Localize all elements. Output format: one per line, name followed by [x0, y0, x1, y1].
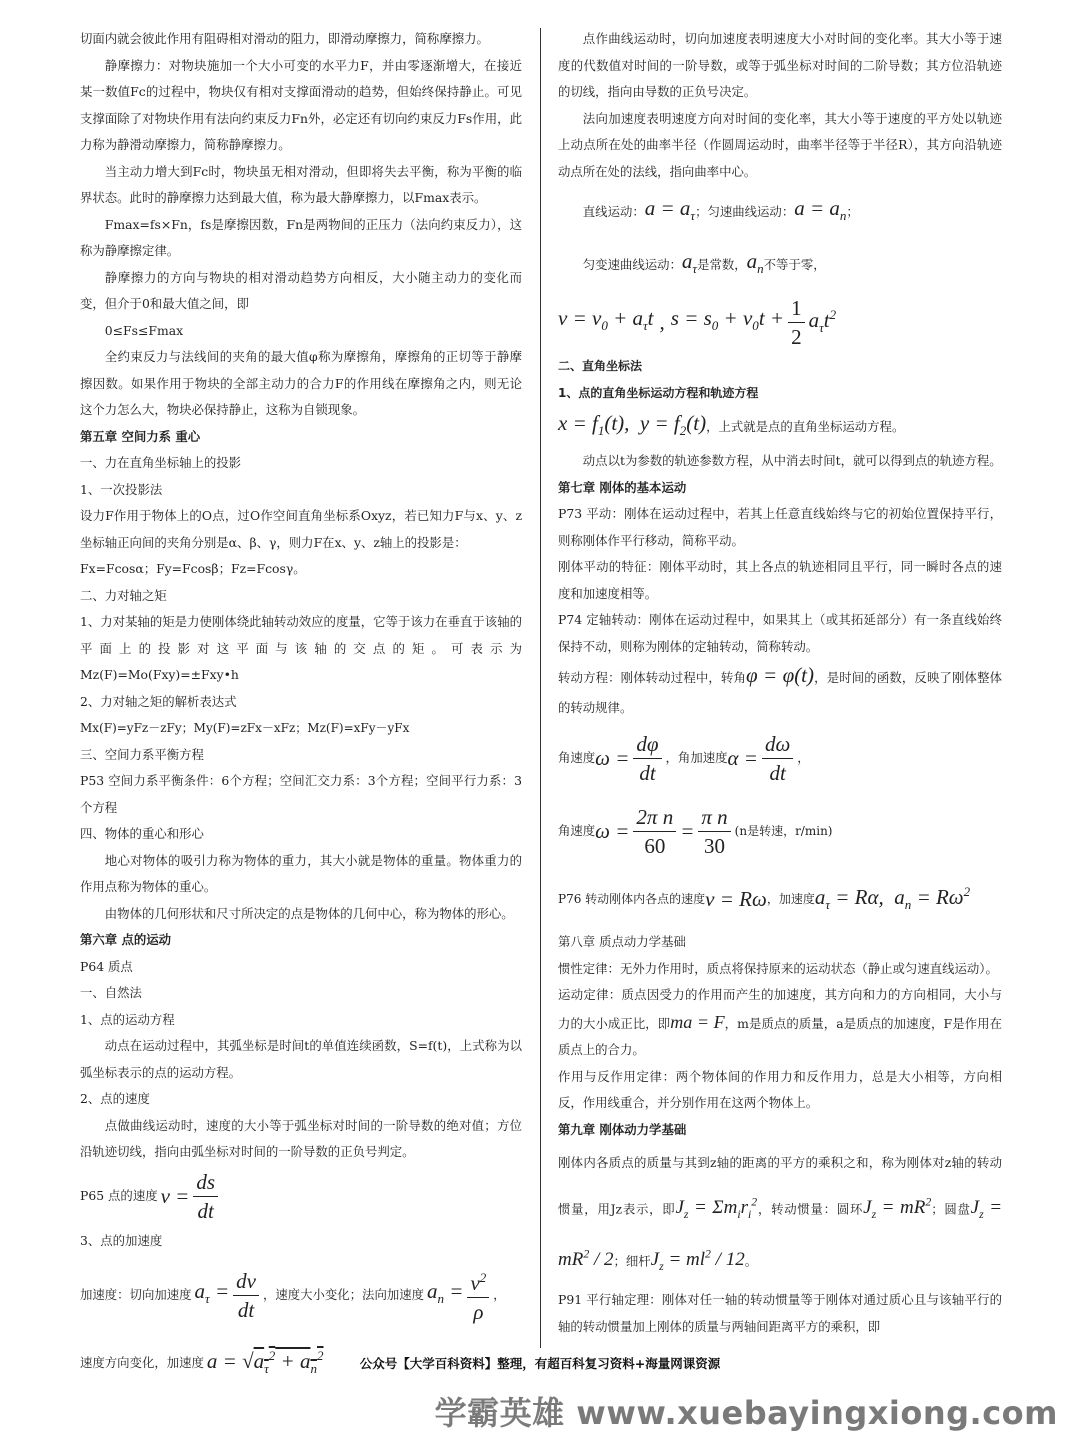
paragraph: 2、力对轴之矩的解析表达式: [80, 693, 237, 709]
paragraph: 0≤Fs≤Fmax: [104, 322, 184, 338]
uniform-variable-motion: 匀变速曲线运动： $a_\tau$ 是常数， $a_n$ 不等于零，: [582, 248, 826, 276]
right-column: [558, 26, 1002, 1340]
chapter-heading: 第九章 刚体动力学基础: [558, 1121, 687, 1137]
paragraph: P64 质点: [80, 958, 133, 974]
velocity-formula: P65 点的速度 v = $\frac{ds}{dt}$: [80, 1166, 522, 1228]
chapter-heading: 第五章 空间力系 重心: [80, 428, 201, 444]
coordinate-equations: $x = f_1(t)$, $y = f_2(t)$ ，上式就是点的直角坐标运动方程。: [558, 410, 905, 438]
chapter-heading: 第七章 刚体的基本运动: [558, 479, 687, 495]
paragraph: P53 空间力系平衡条件：6个方程；空间汇交力系：3个方程；空间平行力系：3个方程: [80, 773, 522, 815]
left-column: [80, 26, 522, 1390]
chapter-heading: 第八章 质点动力学基础: [558, 934, 686, 949]
subsection-heading: 3、点的加速度: [80, 1232, 163, 1248]
paragraph: 法向加速度表明速度方向对时间的变化率，其大小等于速度的平方处以轨迹上动点所在处的曲率半径（作圆周运动时，曲率半径等于半径R），其方向沿轨迹动点所在处的法线，指向曲率中心。: [558, 110, 1002, 179]
subsection-heading: 2、点的速度: [80, 1091, 150, 1106]
paragraph: 由物体的几何形状和尺寸所决定的点是物体的几何中心，称为物体的形心。: [104, 905, 514, 921]
moment-of-inertia-paragraph: 刚体内各质点的质量与其到z轴的距离的平方的乘积之和，称为刚体对z轴的转动惯量，用Jz表示，即$J_z = \Sigma m_ir_i^2$，转动惯量：圆环$J_z = mR^2$；圆盘$J_z = mR^2 / 2$；细杆$J_z = ml^2 / 12$。: [558, 1155, 1003, 1274]
kinematic-equations: $v = v_0 + a_\tau t$ , $s = s_0 + v_0t$ + $\frac{1}{2}$ $a_\tau t^2$: [558, 295, 837, 349]
subsection-heading: 1、点的直角坐标运动方程和轨迹方程: [558, 385, 759, 400]
section-heading: 一、力在直角坐标轴上的投影: [80, 455, 242, 470]
paragraph: Mx(F)=yFz－zFy；My(F)=zFx－xFz；Mz(F)=xFy－yFx: [80, 721, 410, 735]
watermark: 学霸英雄 www.xuebayingxiong.com: [434, 1394, 1058, 1432]
paragraph: 当主动力增大到Fc时，物块虽无相对滑动，但即将失去平衡，称为平衡的临界状态。此时的静摩擦力达到最大值，称为最大静摩擦力，以Fmax表示。: [80, 163, 522, 205]
paragraph: P74 定轴转动：刚体在运动过程中，如果其上（或其拓延部分）有一条直线始终保持不动，则称为刚体的定轴转动，简称转动。: [558, 612, 1002, 654]
paragraph: Fmax=fs×Fn，fs是摩擦因数，Fn是两物间的正压力（法向约束反力），这称为静摩擦定律。: [80, 216, 522, 258]
motion-types-formula: 直线运动： $a = a_\tau$ ；匀速曲线运动： $a = a_n$ ；: [582, 195, 859, 223]
column-divider: [540, 28, 541, 1348]
section-heading: 一、自然法: [80, 985, 142, 1000]
section-heading: 三、空间力系平衡方程: [80, 746, 204, 762]
paragraph: Fx=Fcosα；Fy=Fcosβ；Fz=Fcosγ。: [80, 561, 306, 576]
total-acceleration-formula: 速度方向变化，加速度 $a = √a_\tau^2 + a_n^2$: [80, 1348, 324, 1377]
paragraph: 设力F作用于物体上的O点，过O作空间直角坐标系Oxyz，若已知力F与x、y、z坐标轴正向间的夹角分别是α、β、γ，则力F在x、y、z轴上的投影是：: [80, 508, 522, 550]
paragraph: 惯性定律：无外力作用时，质点将保持原来的运动状态（静止或匀速直线运动）。: [558, 960, 998, 976]
paragraph: P91 平行轴定理：刚体对任一轴的转动惯量等于刚体对通过质心且与该轴平行的轴的转动惯量加上刚体的质量与两轴间距离平方的乘积，即: [558, 1292, 1002, 1334]
paragraph: 地心对物体的吸引力称为物体的重力，其大小就是物体的重量。物体重力的作用点称为物体的重心。: [80, 852, 522, 894]
point-velocity-formula: P76 转动刚体内各点的速度 v = Rω ，加速度 $a_\tau = R\alpha$, $a_n = R\omega^2$: [558, 884, 971, 913]
paragraph: 切面内就会彼此作用有阻碍相对滑动的阻力，即滑动摩擦力，简称摩擦力。: [80, 31, 489, 46]
angular-velocity-rpm-formula: 角速度 ω = $\frac{\text{2π n}}{60}$ = $\frac{\text{π n}}{30}$ (n是转速，r/min): [558, 804, 833, 858]
paragraph: 全约束反力与法线间的夹角的最大值φ称为摩擦角，摩擦角的正切等于静摩擦因数。如果作用于物块的全部主动力的合力F的作用线在摩擦角之内，则无论这个力怎么大，物块必保持静止，这称为自锁现象。: [80, 349, 522, 417]
subsection-heading: 1、一次投影法: [80, 481, 163, 497]
acceleration-formula: 加速度：切向加速度 $a_\tau$ = $\frac{dv}{dt}$ ，速度大小变化；法向加速度 $a_n$ = $\frac{v^2}{\rho}$ ，: [80, 1254, 522, 1336]
paragraph: 1、力对某轴的矩是力使刚体绕此轴转动效应的度量，它等于该力在垂直于该轴的平面上的投影对这平面与该轴的交点的矩。可表示为Mz(F)=Mo(Fxy)=±Fxy•h: [80, 614, 522, 682]
paragraph: 作用与反作用定律：两个物体间的作用力和反作用力，总是大小相等，方向相反，作用线重合，并分别作用在这两个物体上。: [558, 1068, 1002, 1110]
paragraph: P73 平动：刚体在运动过程中，若其上任意直线始终与它的初始位置保持平行，则称刚体作平行移动，简称平动。: [558, 506, 1002, 548]
footer-note: 公众号【大学百科资料】整理，有超百科复习资料+海量网课资源: [359, 1356, 721, 1371]
paragraph: 刚体平动的特征：刚体平动时，其上各点的轨迹相同且平行，同一瞬时各点的速度和加速度相等。: [558, 559, 1002, 601]
paragraph: 静摩擦力的方向与物块的相对滑动趋势方向相反，大小随主动力的变化而变，但介于0和最大值之间，即: [80, 269, 522, 311]
chapter-heading: 第六章 点的运动: [80, 932, 172, 947]
paragraph: 动点在运动过程中，其弧坐标是时间t的单值连续函数，S=f(t)，上式称为以弧坐标表示的点的运动方程。: [80, 1038, 522, 1080]
paragraph: 静摩擦力：对物块施加一个大小可变的水平力F，并由零逐渐增大，在接近某一数值Fc的过程中，物块仅有相对支撑面滑动的趋势，但始终保持静止。可见支撑面除了对物块作用有法向约束反力Fn外，必定还有切向约束反力Fs作用，此力称为静滑动摩擦力，简称静摩擦力。: [80, 57, 522, 152]
subsection-heading: 1、点的运动方程: [80, 1011, 175, 1027]
section-heading: 四、物体的重心和形心: [80, 826, 204, 841]
angular-velocity-formula: 角速度 ω = $\frac{d\varphi}{dt}$ ，角加速度 α = $\frac{d\omega}{dt}$ ，: [558, 731, 810, 785]
section-heading: 二、直角坐标法: [558, 359, 643, 373]
paragraph: 动点以t为参数的轨迹参数方程，从中消去时间t，就可以得到点的轨迹方程。: [582, 453, 1002, 468]
section-heading: 二、力对轴之矩: [80, 587, 167, 603]
paragraph: 点作曲线运动时，切向加速度表明速度大小对时间的变化率。其大小等于速度的代数值对时间的一阶导数，或等于弧坐标对时间的二阶导数；其方位沿轨迹的切线，指向由导数的正负号决定。: [558, 31, 1002, 99]
paragraph: 点做曲线运动时，速度的大小等于弧坐标对时间的一阶导数的绝对值；方位沿轨迹切线，指向由弧坐标对时间的一阶导数的正负号判定。: [80, 1117, 522, 1159]
paragraph: 运动定律：质点因受力的作用而产生的加速度，其方向和力的方向相同，大小与力的大小成正比，即ma = F，m是质点的质量，a是质点的加速度，F是作用在质点上的合力。: [558, 987, 1003, 1057]
rotation-equation: 转动方程：刚体转动过程中，转角φ = φ(t)，是时间的函数，反映了刚体整体的转动规律。: [558, 663, 1003, 715]
